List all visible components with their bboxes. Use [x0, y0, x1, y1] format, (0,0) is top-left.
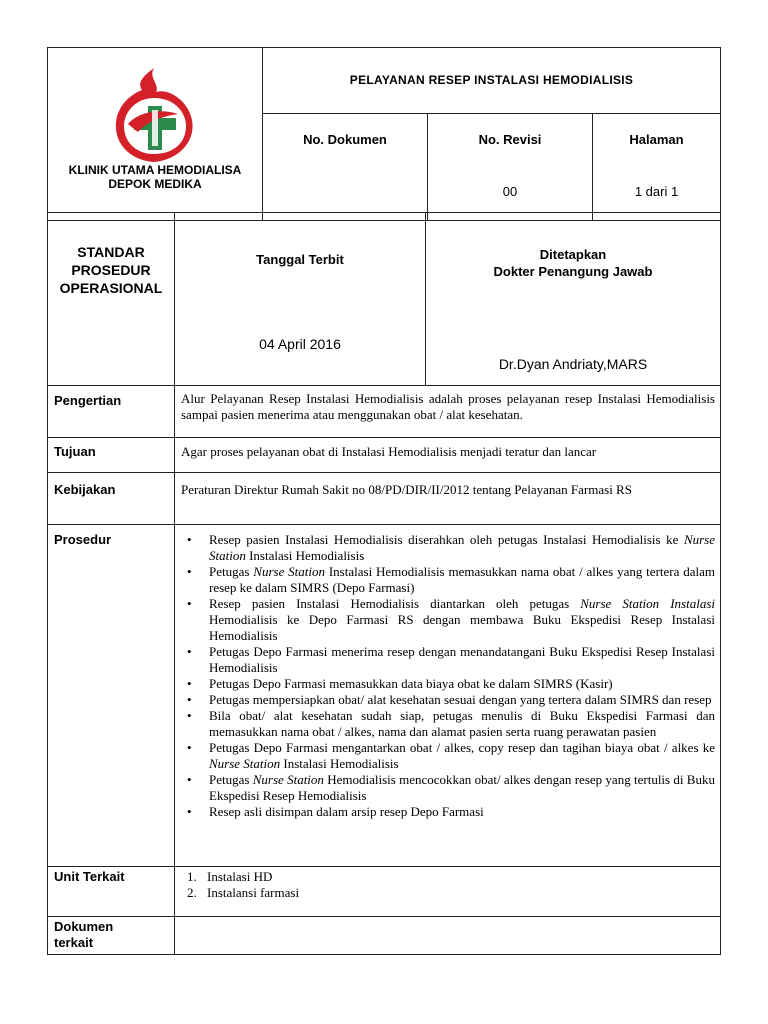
ditetapkan-role: Dokter Penangung Jawab — [493, 264, 653, 279]
prosedur-item-italic: Nurse Station — [252, 772, 324, 787]
prosedur-item-text: Petugas mempersiapkan obat/ alat kesehatan sesuai dengan yang tertera dalam SIMRS dan resep — [209, 692, 712, 707]
prosedur-item — [181, 532, 715, 564]
unit-terkait-list — [181, 869, 715, 901]
ditetapkan-label: Ditetapkan — [539, 247, 607, 262]
prosedur-item-italic: Nurse Station — [253, 564, 326, 579]
halaman-label: Halaman — [629, 132, 684, 147]
title-row-divider — [262, 113, 721, 114]
dokumen-terkait-label-line1: Dokumen — [54, 919, 114, 934]
prosedur-item-text: Bila obat/ alat kesehatan sudah siap, petugas menulis di Buku Ekspedisi Farmasi dan memasukkan nama obat / alkes, nama dan alamat pasien serta ruang perawatan pasien — [209, 708, 715, 739]
table-border-top — [47, 47, 721, 48]
bullet-icon: • — [187, 532, 192, 547]
prosedur-item — [181, 676, 715, 692]
bullet-icon: • — [187, 772, 192, 787]
sop-label-line1: STANDAR — [77, 244, 145, 260]
pengertian-label: Pengertian — [54, 393, 122, 408]
table-border-right — [720, 47, 721, 955]
no-dokumen-label: No. Dokumen — [303, 132, 387, 147]
bullet-icon: • — [187, 740, 192, 755]
prosedur-item — [181, 564, 715, 596]
prosedur-item-text-tail: Instalasi Hemodialisis — [280, 756, 399, 771]
sop-label-line3: OPERASIONAL — [59, 280, 163, 296]
prosedur-item-text-tail: Hemodialisis mencocokkan obat/ alkes dengan resep yang tertulis di Buku Ekspedisi Resep Hemodialisis — [209, 772, 715, 803]
prosedur-item-text: Petugas Depo Farmasi memasukkan data biaya obat ke dalam SIMRS (Kasir) — [209, 676, 613, 691]
kebijakan-label: Kebijakan — [54, 482, 116, 497]
prosedur-item-italic: Nurse Station Instalasi — [580, 596, 715, 611]
unit-terkait-label: Unit Terkait — [54, 869, 125, 884]
prosedur-item-text: Resep pasien Instalasi Hemodialisis diserahkan oleh petugas Instalasi Hemodialisis ke — [209, 532, 684, 547]
document-title: PELAYANAN RESEP INSTALASI HEMODIALISIS — [349, 73, 634, 87]
ditetapkan-block — [426, 246, 720, 280]
left-column-divider — [174, 212, 175, 954]
no-revisi-label: No. Revisi — [478, 132, 542, 147]
header-bottom-line-1 — [47, 212, 721, 213]
prosedur-item-text: Resep asli disimpan dalam arsip resep Depo Farmasi — [209, 804, 484, 819]
unit-terkait-item-number: 1. — [187, 869, 197, 884]
tujuan-bottom-line — [47, 472, 721, 473]
prosedur-item — [181, 644, 715, 676]
prosedur-label: Prosedur — [54, 532, 112, 547]
sop-label-line2: PROSEDUR — [71, 262, 151, 278]
prosedur-item-text-tail: Instalasi Hemodialisis — [245, 548, 365, 563]
clinic-name-line1: KLINIK UTAMA HEMODIALISA — [68, 163, 242, 177]
no-revisi-value: 00 — [502, 184, 518, 199]
table-border-bottom — [47, 954, 721, 955]
unit-terkait-item — [181, 885, 715, 901]
bullet-icon: • — [187, 644, 192, 659]
prosedur-item — [181, 708, 715, 740]
revisi-divider — [427, 113, 428, 220]
sop-label — [48, 243, 174, 297]
prosedur-item-text: Resep pasien Instalasi Hemodialisis diantarkan oleh petugas — [209, 596, 581, 611]
prosedur-item-text: Petugas — [209, 772, 253, 787]
header-bottom-line-2 — [47, 220, 721, 221]
dokumen-terkait-label — [54, 919, 113, 951]
halaman-divider — [592, 113, 593, 220]
unit-terkait-item-text: Instalansi farmasi — [207, 885, 300, 900]
clinic-name — [48, 163, 262, 191]
prosedur-item-text: Petugas Depo Farmasi menerima resep dengan menandatangani Buku Ekspedisi Resep Instalasi Hemodialisis — [209, 644, 715, 675]
prosedur-item-italic: Nurse Station — [209, 532, 715, 563]
prosedur-item-text: Petugas — [209, 564, 254, 579]
tanggal-terbit-label: Tanggal Terbit — [256, 252, 344, 267]
prosedur-item — [181, 596, 715, 644]
unit-terkait-list-container — [181, 869, 715, 901]
bullet-icon: • — [187, 676, 192, 691]
tanggal-terbit-value: 04 April 2016 — [259, 336, 341, 352]
bullet-icon: • — [187, 708, 192, 723]
bullet-icon: • — [187, 804, 192, 819]
clinic-cross-flame-logo-icon — [108, 66, 200, 164]
prosedur-item — [181, 804, 715, 820]
prosedur-item — [181, 692, 715, 708]
clinic-logo — [108, 66, 200, 164]
prosedur-item-italic: Nurse Station — [209, 756, 281, 771]
bullet-icon: • — [187, 692, 192, 707]
prosedur-item — [181, 740, 715, 772]
prosedur-list-container — [181, 532, 715, 820]
unit-terkait-item — [181, 869, 715, 885]
kebijakan-bottom-line — [47, 524, 721, 525]
ditetapkan-name: Dr.Dyan Andriaty,MARS — [498, 356, 648, 372]
dokumen-terkait-label-line2: terkait — [54, 935, 94, 950]
prosedur-list — [181, 532, 715, 820]
prosedur-item-text-tail: Instalasi Hemodialisis memasukkan nama obat / alkes yang tertera dalam resep ke dalam SIMRS (Depo Farmasi) — [209, 564, 715, 595]
sop-bottom-line — [47, 385, 721, 386]
tujuan-text: Agar proses pelayanan obat di Instalasi Hemodialisis menjadi teratur dan lancar — [181, 444, 597, 459]
unit-terkait-item-text: Instalasi HD — [207, 869, 273, 884]
unit-bottom-line — [47, 916, 721, 917]
prosedur-item — [181, 772, 715, 804]
unit-terkait-item-number: 2. — [187, 885, 197, 900]
kebijakan-text: Peraturan Direktur Rumah Sakit no 08/PD/DIR/II/2012 tentang Pelayanan Farmasi RS — [181, 482, 632, 497]
prosedur-bottom-line — [47, 866, 721, 867]
prosedur-item-text-tail: Hemodialisis ke Depo Farmasi RS dengan membawa Buku Ekspedisi Resep Instalasi Hemodialisis — [209, 612, 715, 643]
pengertian-text: Alur Pelayanan Resep Instalasi Hemodialisis adalah proses pelayanan resep Instalasi Hemodialisis sampai pasien menerima atau menggunakan obat / alat kesehatan. — [181, 391, 715, 422]
pengertian-bottom-line — [47, 437, 721, 438]
halaman-value: 1 dari 1 — [634, 184, 679, 199]
clinic-name-line2: DEPOK MEDIKA — [108, 177, 202, 191]
bullet-icon: • — [187, 596, 192, 611]
prosedur-item-text: Petugas Depo Farmasi mengantarkan obat / alkes, copy resep dan tagihan biaya obat / alkes ke — [209, 740, 715, 755]
tujuan-label: Tujuan — [54, 444, 96, 459]
bullet-icon: • — [187, 564, 192, 579]
